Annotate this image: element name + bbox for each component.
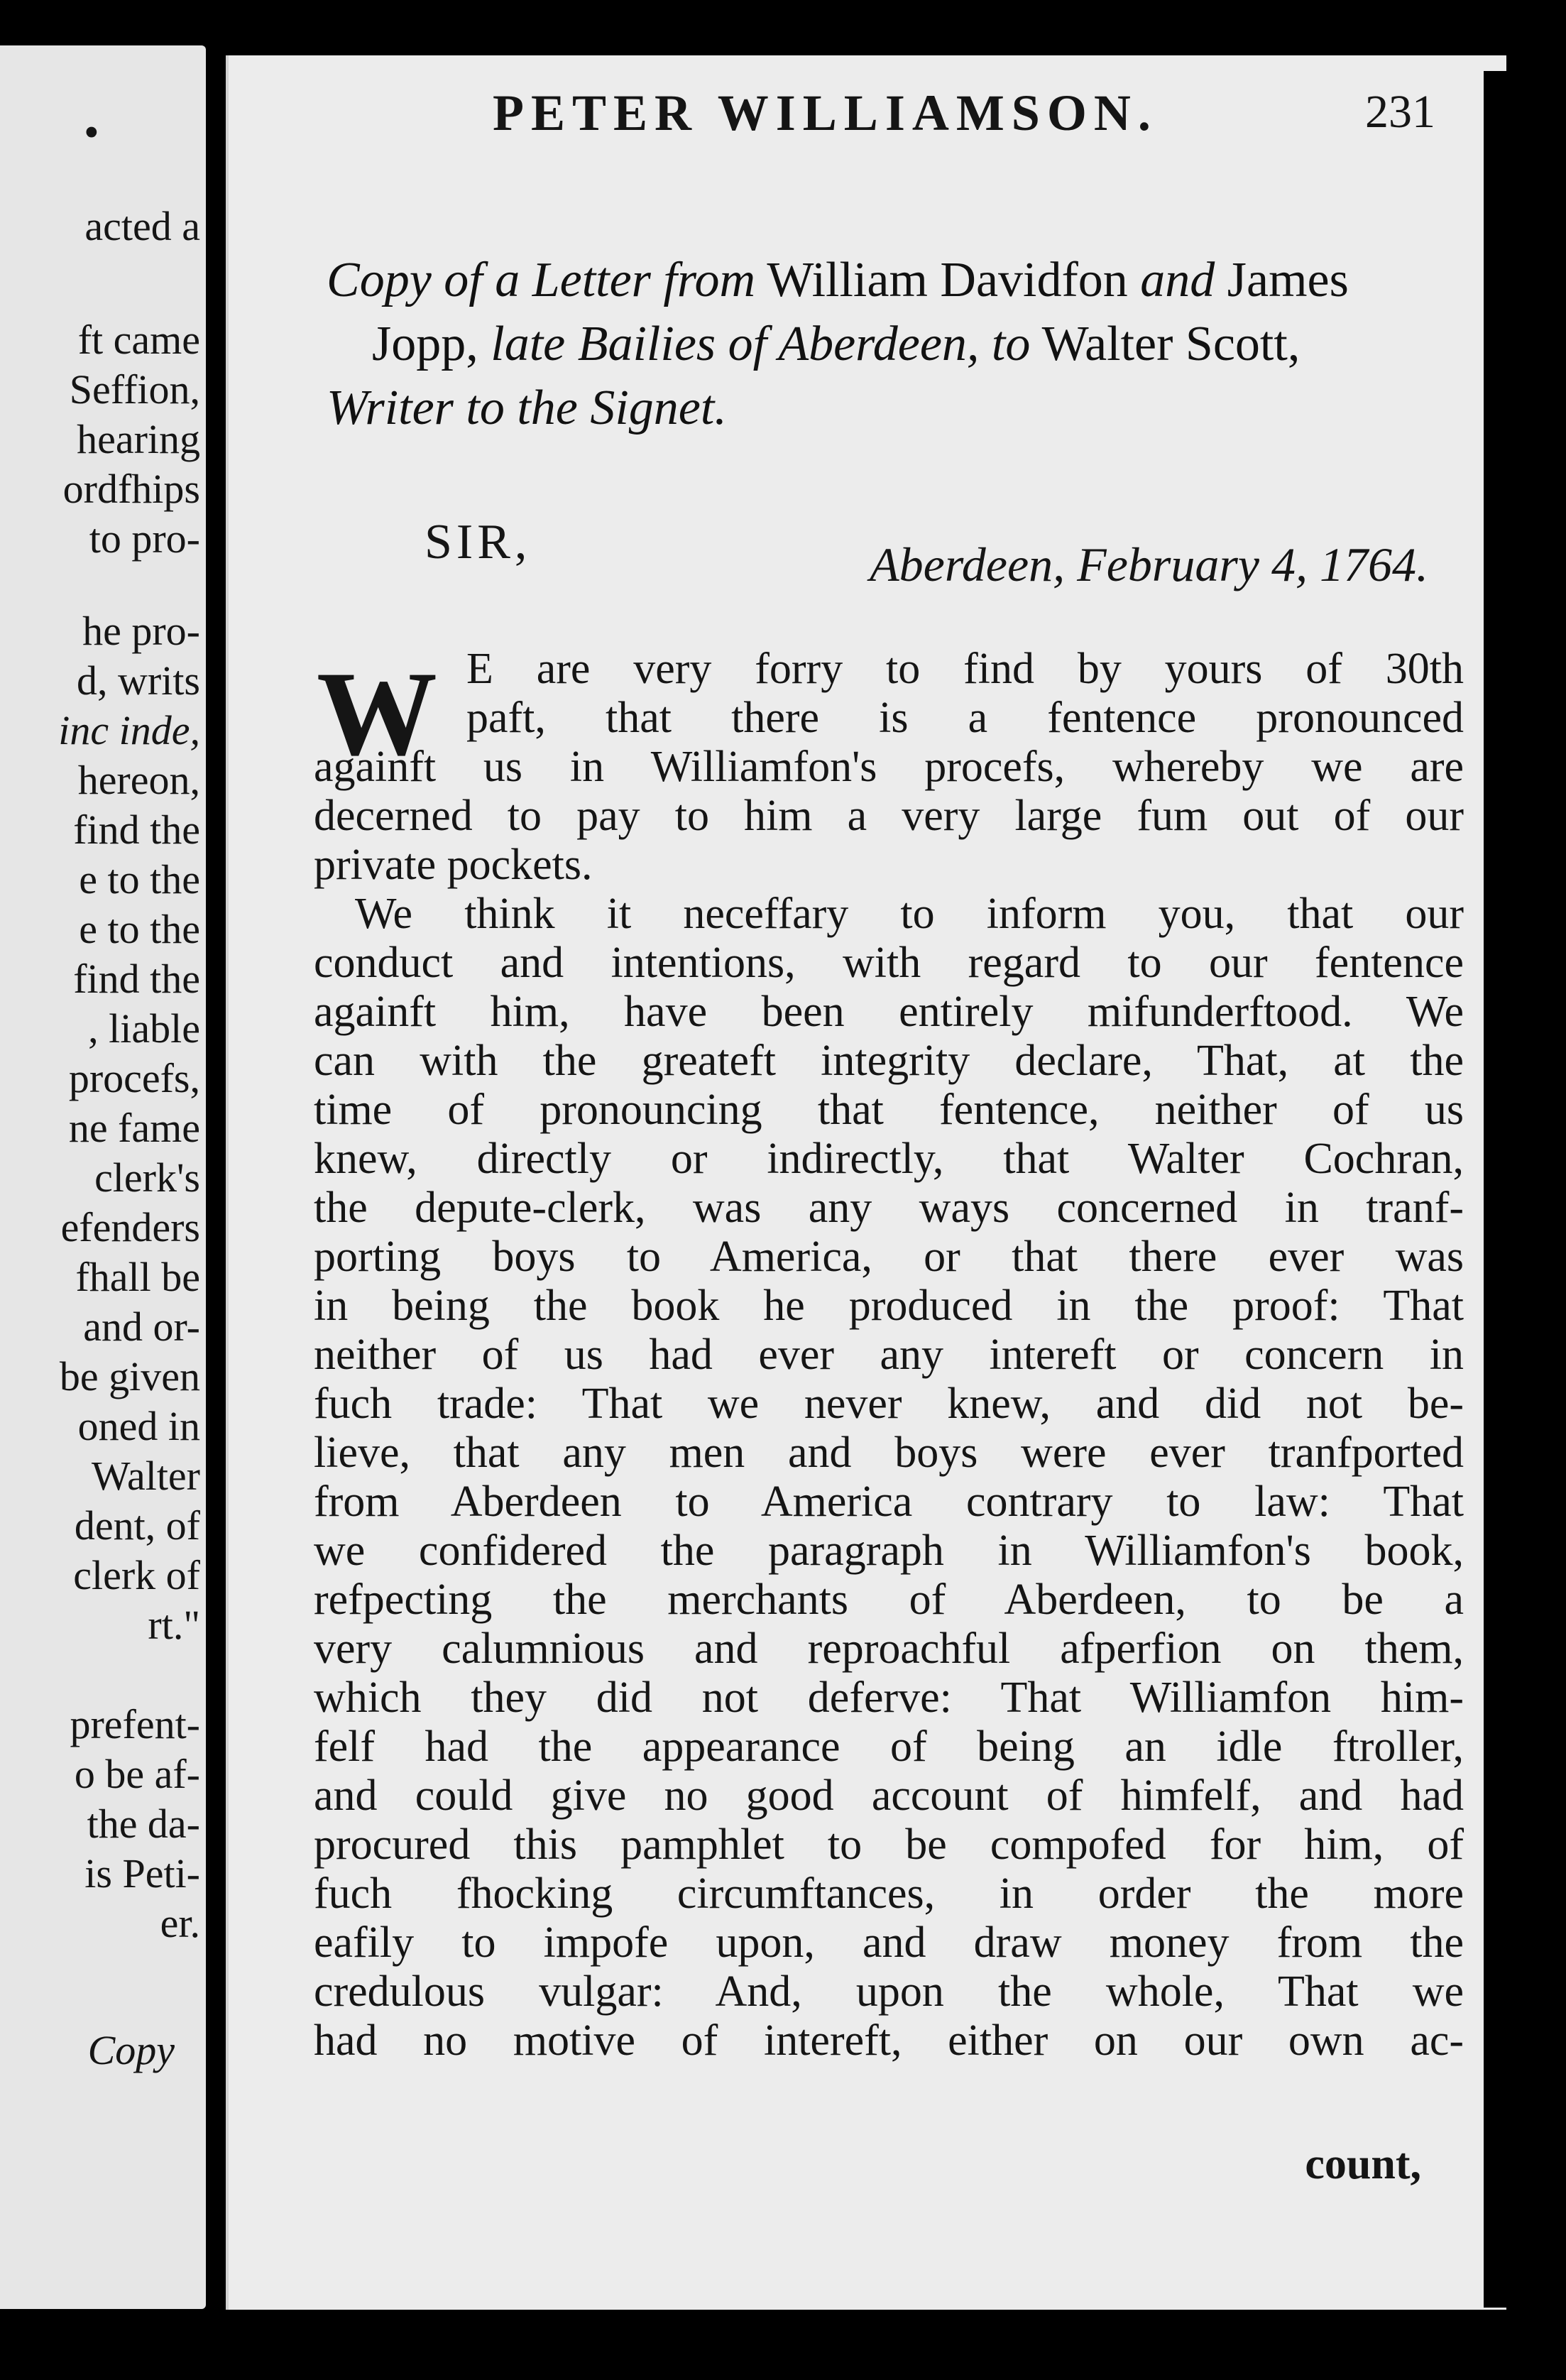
body-line: which they did not deferve: That Williamfon him- <box>314 1674 1464 1722</box>
body-line: conduct and intentions, with regard to our fentence <box>314 939 1464 987</box>
body-line: fuch trade: That we never knew, and did not be- <box>314 1380 1464 1428</box>
body-line: eafily to impofe upon, and draw money from the <box>314 1918 1464 1967</box>
body-line: againft us in Williamfon's procefs, whereby we are <box>314 743 1464 791</box>
date-line: Aberdeen, February 4, 1764. <box>870 537 1428 591</box>
body-line: from Aberdeen to America contrary to law: That <box>314 1478 1464 1526</box>
left-page-line: o be af- <box>74 1751 200 1797</box>
body-line: had no motive of intereft, either on our own ac- <box>314 2016 1464 2065</box>
body-line: time of pronouncing that fentence, neither of us <box>314 1086 1464 1134</box>
title-part: late Bailies of Aberdeen, to <box>491 317 1031 371</box>
body-line: lieve, that any men and boys were ever tranfported <box>314 1429 1464 1477</box>
left-page-line: he pro- <box>82 608 200 654</box>
body-line: neither of us had ever any intereft or concern in <box>314 1331 1464 1379</box>
running-head: PETER WILLIAMSON. <box>493 84 1158 141</box>
body-line: We think it neceffary to inform you, that our <box>355 890 1464 938</box>
body-line: felf had the appearance of being an idle ftroller, <box>314 1723 1464 1771</box>
body-line: porting boys to America, or that there ever was <box>314 1233 1464 1281</box>
left-page-catchword: Copy <box>87 2027 175 2073</box>
left-page-line: hearing <box>77 416 200 462</box>
body-line: the depute-clerk, was any ways concerned in tranf- <box>314 1184 1464 1232</box>
right-page <box>226 55 1506 2310</box>
left-page-line: fhall be <box>75 1254 200 1300</box>
left-page-line: d, writs <box>77 657 200 704</box>
left-page-line: ne fame <box>68 1105 200 1151</box>
page-edge-shadow <box>1484 71 1566 2308</box>
left-page-line: prefent- <box>70 1701 200 1747</box>
left-page-line: to pro- <box>89 515 200 562</box>
left-page-line: er. <box>160 1900 200 1946</box>
body-line: credulous vulgar: And, upon the whole, That we <box>314 1967 1464 2016</box>
title-part: James <box>1227 253 1349 307</box>
body-line: and could give no good account of himfelf, and had <box>314 1772 1464 1820</box>
left-page-line: acted a <box>84 203 200 249</box>
body-line: paft, that there is a fentence pronounced <box>466 694 1464 742</box>
body-line: refpecting the merchants of Aberdeen, to be a <box>314 1576 1464 1624</box>
left-page-line: Walter <box>91 1453 200 1499</box>
left-page-line: hereon, <box>77 757 200 803</box>
catchword: count, <box>1305 2140 1421 2188</box>
letter-title <box>327 249 1462 440</box>
body-line: private pockets. <box>314 841 593 889</box>
left-page-line: inc inde, <box>58 707 200 753</box>
body-line: againft him, have been entirely mifunderftood. We <box>314 988 1464 1036</box>
body-line: fuch fhocking circumftances, in order the more <box>314 1869 1464 1918</box>
title-part: Copy of a Letter from <box>327 253 756 307</box>
drop-cap: W <box>317 647 437 780</box>
body-line: very calumnious and reproachful afperfion on them, <box>314 1625 1464 1673</box>
body-line: we confidered the paragraph in Williamfon's book, <box>314 1527 1464 1575</box>
body-line: in being the book he produced in the proof: That <box>314 1282 1464 1330</box>
title-part: Writer to the Signet. <box>327 381 727 435</box>
left-page-line: and or- <box>83 1304 200 1350</box>
body-line: can with the greateft integrity declare, That, at the <box>314 1037 1464 1085</box>
left-page-fragment <box>0 45 206 2309</box>
body-line: decerned to pay to him a very large fum out of our <box>314 792 1464 840</box>
left-page-line: clerk of <box>73 1552 200 1598</box>
left-page-line: be given <box>59 1353 200 1399</box>
left-page-line: ft came <box>77 317 200 363</box>
left-page-line: dent, of <box>74 1502 200 1549</box>
left-page-line: is Peti- <box>84 1850 200 1896</box>
left-page-line: e to the <box>79 856 200 902</box>
left-page-line: Seffion, <box>69 366 200 413</box>
body-line: E are very forry to find by yours of 30th <box>466 645 1464 693</box>
letter-body <box>314 645 1464 2065</box>
left-page-line: e to the <box>79 906 200 952</box>
left-page-dot: • <box>84 109 99 157</box>
salutation: SIR, <box>425 515 532 569</box>
left-page-line: efenders <box>60 1204 200 1250</box>
left-page-line: oned in <box>77 1403 200 1449</box>
left-page-line: find the <box>73 956 200 1002</box>
left-page-line: the da- <box>87 1801 200 1847</box>
left-page-line: ordfhips <box>62 466 200 512</box>
left-page-line: find the <box>73 807 200 853</box>
title-part: and <box>1140 253 1215 307</box>
left-page-line: rt." <box>148 1602 200 1648</box>
left-page-line: , liable <box>88 1005 200 1052</box>
page-number: 231 <box>1365 86 1435 138</box>
title-part: William Davidfon <box>767 253 1128 307</box>
body-line: procured this pamphlet to be compofed for him, of <box>314 1821 1464 1869</box>
left-page-line: procefs, <box>68 1055 200 1101</box>
title-part: Walter Scott, <box>1041 317 1301 371</box>
title-part: Jopp, <box>372 317 478 371</box>
body-line: knew, directly or indirectly, that Walter Cochran, <box>314 1135 1464 1183</box>
left-page-line: clerk's <box>94 1154 200 1201</box>
